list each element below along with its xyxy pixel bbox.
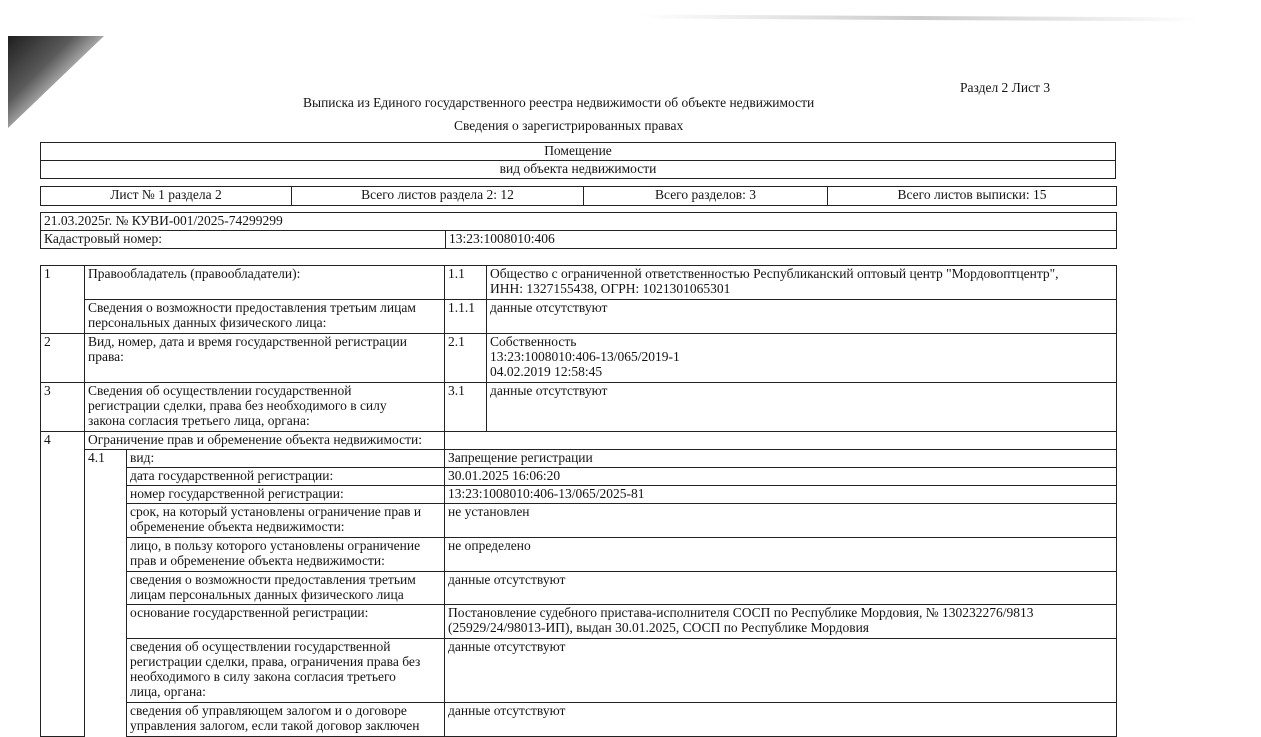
cadastral-value: 13:23:1008010:406 xyxy=(446,231,1117,249)
row-1b-label: Сведения о возможности предоставления третьим лицам персональных данных физического лица: xyxy=(85,300,445,334)
encumbrance-item-label: основание государственной регистрации: xyxy=(127,605,445,639)
row-1-number: 1 xyxy=(41,266,85,334)
rights-table xyxy=(40,265,1117,737)
encumbrance-item-label: номер государственной регистрации: xyxy=(127,486,445,504)
encumbrance-item-value: не определено xyxy=(445,538,1117,572)
total-sections: Всего разделов: 3 xyxy=(584,187,828,206)
row-1-label: Правообладатель (правообладатели): xyxy=(85,266,445,300)
encumbrance-item-label: сведения о возможности предоставления третьим лицам персональных данных физического лица xyxy=(127,572,445,605)
scan-artifact xyxy=(640,15,1200,22)
row-4-label: Ограничение прав и обременение объекта недвижимости: xyxy=(85,432,445,450)
encumbrance-item-value: 13:23:1008010:406-13/065/2025-81 xyxy=(445,486,1117,504)
document-date-number: 21.03.2025г. № КУВИ-001/2025-74299299 xyxy=(41,213,1117,231)
encumbrance-item-value: Запрещение регистрации xyxy=(445,450,1117,468)
sheet-info-table xyxy=(40,186,1117,206)
object-type-table xyxy=(40,142,1116,179)
row-2-value: Собственность 13:23:1008010:406-13/065/2019-1 04.02.2019 12:58:45 xyxy=(487,334,1117,383)
encumbrance-item-label: сведения об управляющем залогом и о договоре управления залогом, если такой договор заключен xyxy=(127,703,445,737)
total-section-sheets: Всего листов раздела 2: 12 xyxy=(292,187,584,206)
total-sheets: Всего листов выписки: 15 xyxy=(828,187,1117,206)
row-2-number: 2 xyxy=(41,334,85,383)
section-sheet-label: Раздел 2 Лист 3 xyxy=(960,80,1051,95)
row-4-number: 4 xyxy=(41,432,85,737)
encumbrance-item-value: данные отсутствуют xyxy=(445,572,1117,605)
object-caption: вид объекта недвижимости xyxy=(41,161,1116,179)
row-2-label: Вид, номер, дата и время государственной регистрации права: xyxy=(85,334,445,383)
encumbrance-item-label: лицо, в пользу которого установлены ограничение прав и обременение объекта недвижимости: xyxy=(127,538,445,572)
row-3-label: Сведения об осуществлении государственной регистрации сделки, права без необходимого в силу закона согласия третьего лица, органа: xyxy=(85,383,445,432)
encumbrance-item-value: не установлен xyxy=(445,504,1117,538)
encumbrance-item-value: данные отсутствуют xyxy=(445,703,1117,737)
row-3-sub-number: 3.1 xyxy=(445,383,487,432)
encumbrance-item-value: 30.01.2025 16:06:20 xyxy=(445,468,1117,486)
encumbrance-item-label: дата государственной регистрации: xyxy=(127,468,445,486)
encumbrance-item-label: вид: xyxy=(127,450,445,468)
row-3-number: 3 xyxy=(41,383,85,432)
row-1b-value: данные отсутствуют xyxy=(487,300,1117,334)
encumbrance-item-value: Постановление судебного пристава-исполнителя СОСП по Республике Мордовия, № 130232276/9813 (25929/24/98013-ИП), выдан 30.01.2025, СОСП по Республике Мордовия xyxy=(445,605,1117,639)
row-4-1-number: 4.1 xyxy=(85,450,127,737)
document-info-table xyxy=(40,212,1117,249)
scan-corner-shadow xyxy=(8,36,104,128)
row-2-sub-number: 2.1 xyxy=(445,334,487,383)
row-1b-sub-number: 1.1.1 xyxy=(445,300,487,334)
encumbrance-item-label: сведения об осуществлении государственной регистрации сделки, права, ограничения права без необходимого в силу закона согласия третьего лица, органа: xyxy=(127,639,445,703)
row-1-sub-number: 1.1 xyxy=(445,266,487,300)
encumbrance-item-label: срок, на который установлены ограничение прав и обременение объекта недвижимости: xyxy=(127,504,445,538)
row-3-value: данные отсутствуют xyxy=(487,383,1117,432)
document-subtitle: Сведения о зарегистрированных правах xyxy=(454,118,684,133)
row-4-blank xyxy=(445,432,1117,450)
cadastral-label: Кадастровый номер: xyxy=(41,231,446,249)
encumbrance-item-value: данные отсутствуют xyxy=(445,639,1117,703)
sheet-number: Лист № 1 раздела 2 xyxy=(41,187,292,206)
row-1-value: Общество с ограниченной ответственностью Республиканский оптовый центр "Мордовоптцентр", ИНН: 1327155438, ОГРН: 1021301065301 xyxy=(487,266,1117,300)
object-name: Помещение xyxy=(41,143,1116,161)
document-title: Выписка из Единого государственного реестра недвижимости об объекте недвижимости xyxy=(303,95,815,110)
